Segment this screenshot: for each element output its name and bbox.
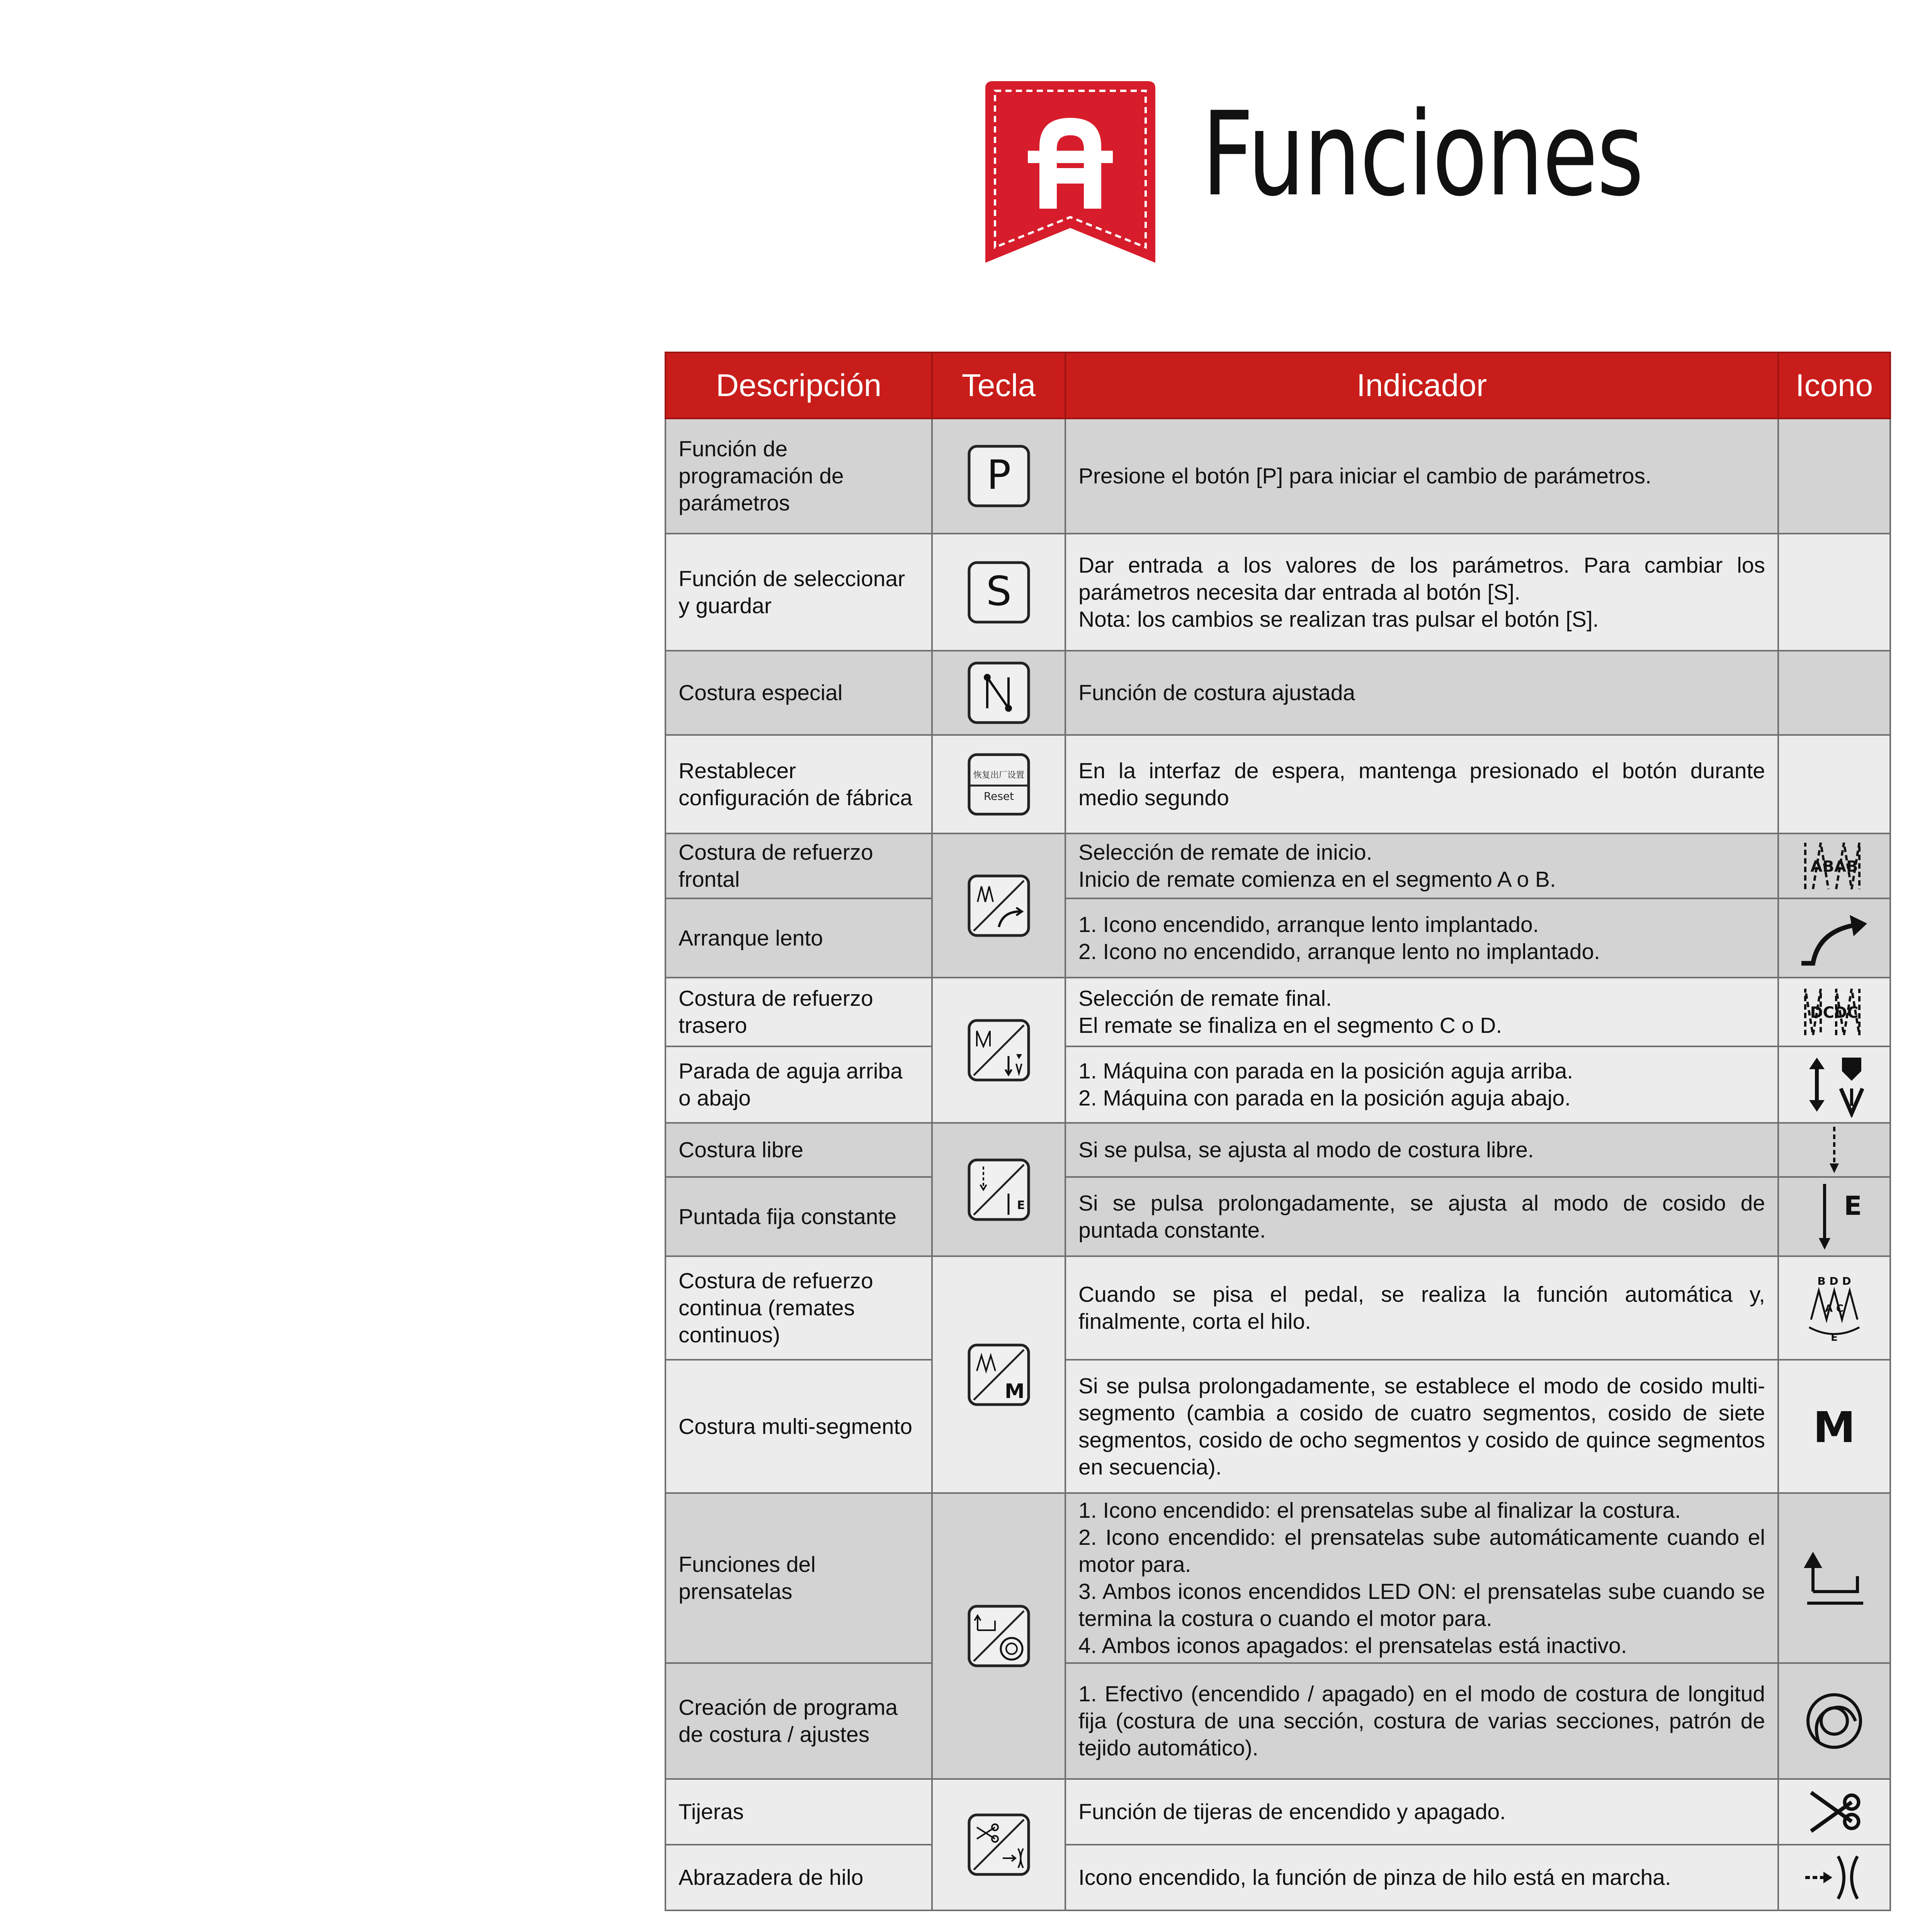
table-row xyxy=(665,1779,1890,1845)
continuous-multisegment-key-button[interactable] xyxy=(966,1342,1032,1408)
row-description: Costura libre xyxy=(665,1123,932,1177)
table-row xyxy=(665,1256,1890,1360)
table-row xyxy=(665,1493,1890,1663)
icon-cell xyxy=(1778,651,1890,735)
svg-text:A C: A C xyxy=(1825,1303,1844,1315)
row-description: Costura especial xyxy=(665,651,932,735)
key-cell xyxy=(932,735,1065,833)
table-row xyxy=(665,898,1890,978)
row-indicator: Si se pulsa, se ajusta al modo de costura libre. xyxy=(1065,1123,1778,1177)
sewing-program-icon xyxy=(1801,1688,1867,1754)
reset-key-label: Reset xyxy=(983,789,1014,803)
constant-stitch-icon xyxy=(1803,1182,1865,1252)
table-row xyxy=(665,978,1890,1046)
row-indicator: 1. Icono encendido, arranque lento implantado. 2. Icono no encendido, arranque lento no implantado. xyxy=(1065,898,1778,978)
row-description: Abrazadera de hilo xyxy=(665,1845,932,1910)
table-row xyxy=(665,1123,1890,1177)
svg-text:M: M xyxy=(1813,1402,1855,1452)
row-description: Funciones del prensatelas xyxy=(665,1493,932,1663)
slow-start-icon xyxy=(1796,907,1873,969)
front-backtack-icon xyxy=(1798,835,1871,897)
svg-text:DCDC: DCDC xyxy=(1810,1004,1859,1022)
column-header-indicator: Indicador xyxy=(1065,352,1778,418)
svg-text:E: E xyxy=(1831,1332,1838,1343)
svg-text:ABAB: ABAB xyxy=(1810,858,1858,876)
icon-cell xyxy=(1778,978,1890,1046)
row-indicator: Icono encendido, la función de pinza de hilo está en marcha. xyxy=(1065,1845,1778,1910)
p-key-label: P xyxy=(986,451,1011,498)
backtack-start-slow-start-key-button[interactable] xyxy=(966,873,1032,939)
icon-cell xyxy=(1778,1360,1890,1493)
table-row xyxy=(665,1360,1890,1493)
svg-text:E: E xyxy=(1844,1190,1862,1221)
backtack-end-needle-stop-key-button[interactable] xyxy=(966,1017,1032,1083)
row-indicator: Cuando se pisa el pedal, se realiza la función automática y, finalmente, corta el hilo. xyxy=(1065,1256,1778,1360)
icon-cell xyxy=(1778,1123,1890,1177)
row-description: Arranque lento xyxy=(665,898,932,978)
presser-foot-program-key-button[interactable] xyxy=(966,1603,1032,1669)
scissors-icon xyxy=(1803,1785,1865,1839)
table-row xyxy=(665,833,1890,898)
reset-key-button[interactable] xyxy=(966,752,1032,817)
key-cell xyxy=(932,1493,1065,1779)
icon-cell xyxy=(1778,418,1890,534)
icon-cell xyxy=(1778,1845,1890,1910)
column-header-key: Tecla xyxy=(932,352,1065,418)
row-indicator: Función de costura ajustada xyxy=(1065,651,1778,735)
table-row xyxy=(665,651,1890,735)
icon-cell xyxy=(1778,1663,1890,1779)
row-indicator: En la interfaz de espera, mantenga presionado el botón durante medio segundo xyxy=(1065,735,1778,833)
s-key-label: S xyxy=(986,567,1012,615)
row-indicator: Si se pulsa prolongadamente, se establece el modo de cosido multi-segmento (cambia a cosido de cuatro segmentos, cosido de siete segmentos, cosido de ocho segmentos y cosido de quince segmentos en secuencia). xyxy=(1065,1360,1778,1493)
table-row xyxy=(665,1046,1890,1123)
table-row xyxy=(665,1845,1890,1910)
row-indicator: 1. Efectivo (encendido / apagado) en el modo de costura de longitud fija (costura de una sección, costura de varias secciones, patrón de tejido automático). xyxy=(1065,1663,1778,1779)
row-description: Costura de refuerzo continua (remates continuos) xyxy=(665,1256,932,1360)
svg-text:M: M xyxy=(1004,1379,1025,1403)
row-description: Tijeras xyxy=(665,1779,932,1845)
icon-cell xyxy=(1778,534,1890,651)
reset-key-label-cn: 恢复出厂设置 xyxy=(973,770,1024,780)
table-row xyxy=(665,1663,1890,1779)
row-indicator: Presione el botón [P] para iniciar el cambio de parámetros. xyxy=(1065,418,1778,534)
svg-text:B D D: B D D xyxy=(1817,1275,1851,1287)
continuous-backtack-icon xyxy=(1799,1273,1869,1343)
row-indicator: Si se pulsa prolongadamente, se ajusta al modo de cosido de puntada constante. xyxy=(1065,1177,1778,1256)
p-key-button[interactable] xyxy=(966,443,1032,509)
row-indicator: Selección de remate final. El remate se finaliza en el segmento C o D. xyxy=(1065,978,1778,1046)
icon-cell xyxy=(1778,1177,1890,1256)
icon-cell xyxy=(1778,833,1890,898)
free-sewing-icon xyxy=(1823,1125,1846,1175)
key-cell xyxy=(932,833,1065,978)
row-description: Parada de aguja arriba o abajo xyxy=(665,1046,932,1123)
table-row xyxy=(665,735,1890,833)
table-header-row xyxy=(665,352,1890,418)
row-description: Creación de programa de costura / ajustes xyxy=(665,1663,932,1779)
icon-cell xyxy=(1778,1046,1890,1123)
scissors-thread-clamp-key-button[interactable] xyxy=(966,1812,1032,1878)
needle-up-down-icon xyxy=(1798,1052,1871,1117)
column-header-icon: Icono xyxy=(1778,352,1890,418)
row-description: Función de seleccionar y guardar xyxy=(665,534,932,651)
key-cell xyxy=(932,1779,1065,1910)
row-indicator: Función de tijeras de encendido y apagado. xyxy=(1065,1779,1778,1845)
thread-clamp-icon xyxy=(1799,1850,1869,1905)
key-cell xyxy=(932,1123,1065,1256)
row-description: Costura de refuerzo trasero xyxy=(665,978,932,1046)
icon-cell xyxy=(1778,735,1890,833)
key-cell xyxy=(932,534,1065,651)
row-description: Función de programación de parámetros xyxy=(665,418,932,534)
s-key-button[interactable] xyxy=(966,560,1032,625)
row-indicator: 1. Icono encendido: el prensatelas sube al finalizar la costura. 2. Icono encendido: el prensatelas sube automáticamente cuando el motor para. 3. Ambos iconos encendidos LED ON: el prensatelas sube cuando se termina la costura o cuando el motor para. 4. Ambos iconos apagados: el prensatelas está inactivo. xyxy=(1065,1493,1778,1663)
row-indicator: Selección de remate de inicio. Inicio de remate comienza en el segmento A o B. xyxy=(1065,833,1778,898)
icon-cell xyxy=(1778,1779,1890,1845)
presser-foot-icon xyxy=(1799,1545,1869,1611)
row-indicator: Dar entrada a los valores de los parámetros. Para cambiar los parámetros necesita dar entrada al botón [S]. Nota: los cambios se realizan tras pulsar el botón [S]. xyxy=(1065,534,1778,651)
row-description: Puntada fija constante xyxy=(665,1177,932,1256)
brand-logo-icon xyxy=(978,81,1163,270)
table-row xyxy=(665,534,1890,651)
table-row xyxy=(665,1177,1890,1256)
special-stitch-key-button[interactable] xyxy=(966,660,1032,726)
row-description: Costura multi-segmento xyxy=(665,1360,932,1493)
free-constant-stitch-key-button[interactable] xyxy=(966,1157,1032,1223)
icon-cell xyxy=(1778,1493,1890,1663)
row-description: Restablecer configuración de fábrica xyxy=(665,735,932,833)
row-indicator: 1. Máquina con parada en la posición aguja arriba. 2. Máquina con parada en la posición aguja abajo. xyxy=(1065,1046,1778,1123)
row-description: Costura de refuerzo frontal xyxy=(665,833,932,898)
icon-cell xyxy=(1778,1256,1890,1360)
key-cell xyxy=(932,1256,1065,1493)
table-row xyxy=(665,418,1890,534)
key-cell xyxy=(932,978,1065,1123)
multi-segment-icon xyxy=(1803,1400,1865,1454)
svg-text:E: E xyxy=(1017,1198,1025,1212)
key-cell xyxy=(932,418,1065,534)
page-title: Funciones xyxy=(1202,87,1643,222)
icon-cell xyxy=(1778,898,1890,978)
functions-table xyxy=(665,352,1891,1911)
key-cell xyxy=(932,651,1065,735)
column-header-description: Descripción xyxy=(665,352,932,418)
rear-backtack-icon xyxy=(1798,981,1871,1043)
